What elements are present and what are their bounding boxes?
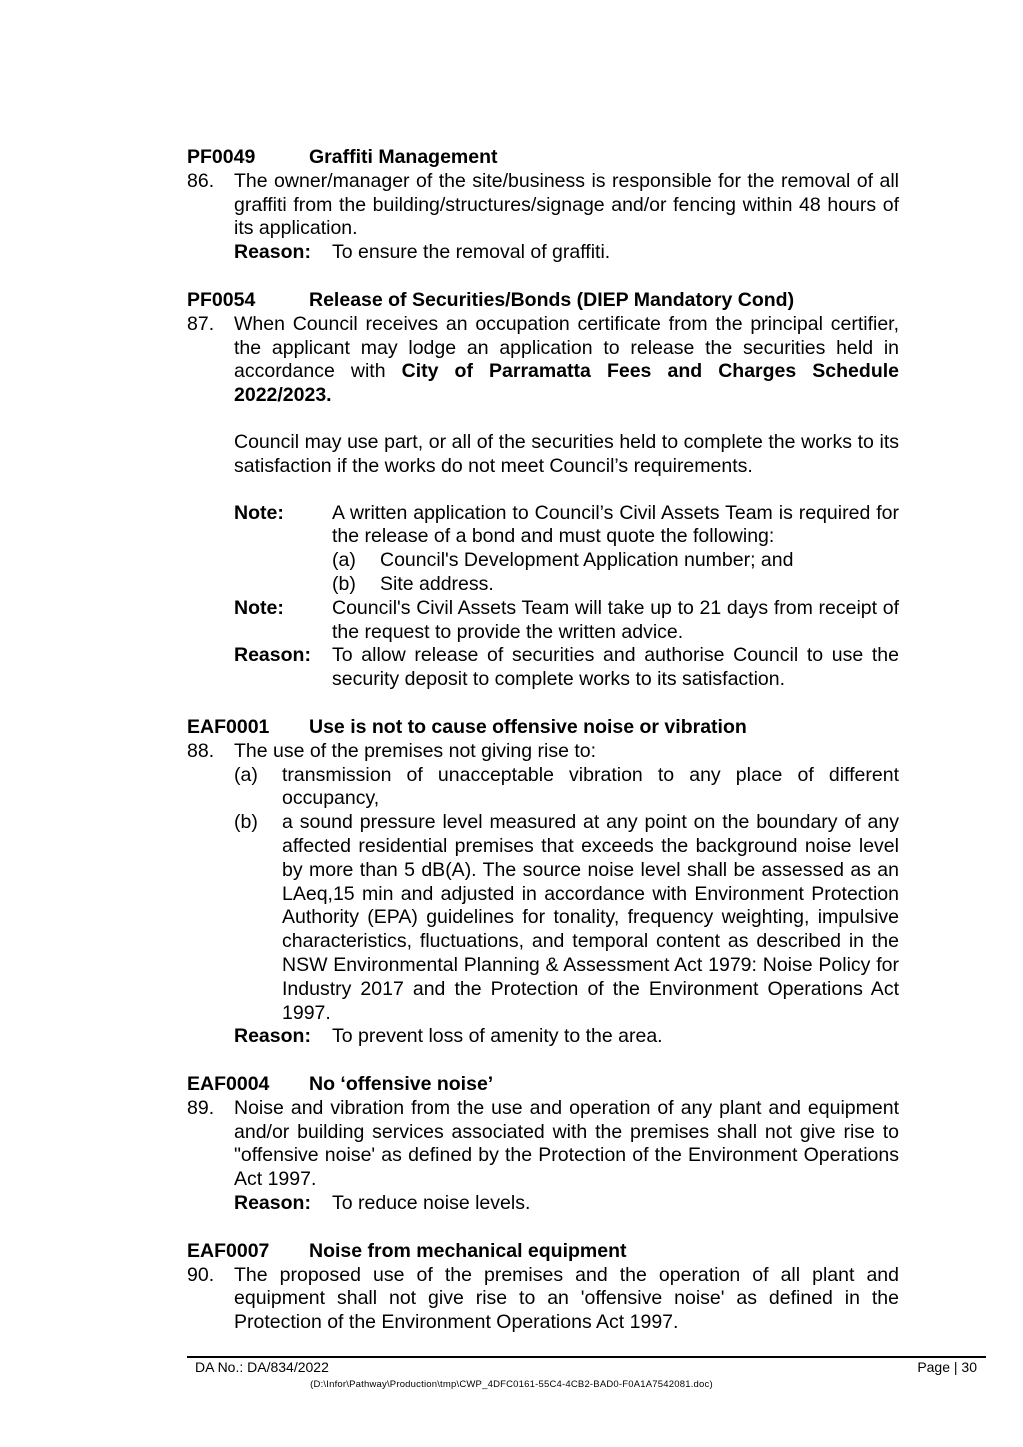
section-code: EAF0001 [187,715,270,738]
reason-label: Reason: [234,1025,311,1048]
condition-number: 86. [187,169,215,192]
note-item-letter: (b) [332,572,356,595]
note-1 [234,502,899,597]
section-heading-pf0049 [187,146,899,170]
reason-line [234,1192,899,1216]
reason-text: To reduce noise levels. [332,1192,531,1215]
condition-87 [187,313,899,692]
section-title: No ‘offensive noise’ [309,1073,494,1096]
note-text: A written application to Council’s Civil Assets Team is required for the release of a bond and must quote the following: [332,501,899,548]
document-body [187,146,899,1335]
condition-item-a [234,764,899,812]
section-title: Use is not to cause offensive noise or vibration [309,715,747,738]
note-text: Council's Civil Assets Team will take up to 21 days from receipt of the request to provide the written advice. [332,596,899,643]
section-code: PF0054 [187,288,256,311]
item-letter: (b) [234,811,258,834]
fees-schedule-reference: City of Parramatta Fees and Charges Schedule 2022/2023. [234,360,899,407]
note-item-letter: (a) [332,549,356,572]
condition-number: 87. [187,312,215,335]
item-text: a sound pressure level measured at any point on the boundary of any affected residential premises that exceeds the background noise level by more than 5 dB(A). The source noise level shall be assessed as an LAeq,15 min and adjusted in accordance with Environment Protection Authority (EPA) guidelines for tonality, frequency weighting, impulsive characteristics, fluctuations, and temporal content as described in the NSW Environmental Planning & Assessment Act 1979: Noise Policy for Industry 2017 and the Protection of the Environment Operations Act 1997. [282,811,899,1024]
condition-number: 89. [187,1096,215,1119]
section-title: Release of Securities/Bonds (DIEP Mandatory Cond) [309,288,795,311]
reason-text: To ensure the removal of graffiti. [332,241,611,264]
condition-text: The use of the premises not giving rise to: [234,739,597,762]
note-item-text: Site address. [380,572,494,595]
item-letter: (a) [234,763,258,786]
section-heading-eaf0007 [187,1240,899,1264]
note-item-text: Council's Development Application number; and [380,549,794,572]
footer-page-number: Page | 30 [917,1359,977,1375]
reason-text: To prevent loss of amenity to the area. [332,1025,663,1048]
condition-number: 88. [187,739,215,762]
section-code: EAF0007 [187,1239,270,1262]
condition-text-part1: When Council receives an occupation certificate from the principal certifier, the applicant may lodge an application to release the securities held in accordance with [234,312,899,383]
reason-line [234,1025,899,1049]
reason-label: Reason: [234,1192,311,1215]
condition-text: The owner/manager of the site/business is responsible for the removal of all graffiti from the building/structures/signage and/or fencing within 48 hours of its application. [234,169,899,240]
note-2 [234,597,899,645]
footer-file-path: (D:\Infor\Pathway\Production\tmp\CWP_4DFC0161-55C4-4CB2-BAD0-F0A1A7542081.doc) [310,1379,713,1390]
condition-number: 90. [187,1263,215,1286]
footer-divider [187,1356,986,1358]
section-code: EAF0004 [187,1073,270,1096]
condition-paragraph-2: Council may use part, or all of the securities held to complete the works to its satisfaction if the works do not meet Council’s requirements. [234,430,899,477]
reason-label: Reason: [234,644,311,667]
condition-88 [187,740,899,1049]
reason-text: To allow release of securities and authorise Council to use the security deposit to complete works to its satisfaction. [332,644,899,691]
note-item-a [332,549,899,573]
note-label: Note: [234,596,284,619]
condition-90 [187,1264,899,1335]
item-text: transmission of unacceptable vibration to any place of different occupancy, [282,763,899,810]
reason-line [234,241,899,265]
section-heading-pf0054 [187,289,899,313]
section-heading-eaf0001 [187,716,899,740]
reason-label: Reason: [234,241,311,264]
condition-86 [187,170,899,265]
condition-item-b [234,811,899,1025]
section-title: Noise from mechanical equipment [309,1239,627,1262]
section-title: Graffiti Management [309,146,498,168]
condition-89 [187,1097,899,1216]
note-label: Note: [234,501,284,524]
condition-text: Noise and vibration from the use and operation of any plant and equipment and/or building services associated with the premises shall not give rise to "offensive noise' as defined by the Protection of the Environment Operations Act 1997. [234,1096,899,1191]
footer-da-number: DA No.: DA/834/2022 [195,1359,329,1375]
note-item-b [332,573,899,597]
section-heading-eaf0004 [187,1073,899,1097]
reason-line [234,644,899,692]
section-code: PF0049 [187,146,256,168]
condition-text: The proposed use of the premises and the operation of all plant and equipment shall not give rise to an 'offensive noise' as defined in the Protection of the Environment Operations Act 1997. [234,1263,899,1334]
condition-text [234,313,899,408]
